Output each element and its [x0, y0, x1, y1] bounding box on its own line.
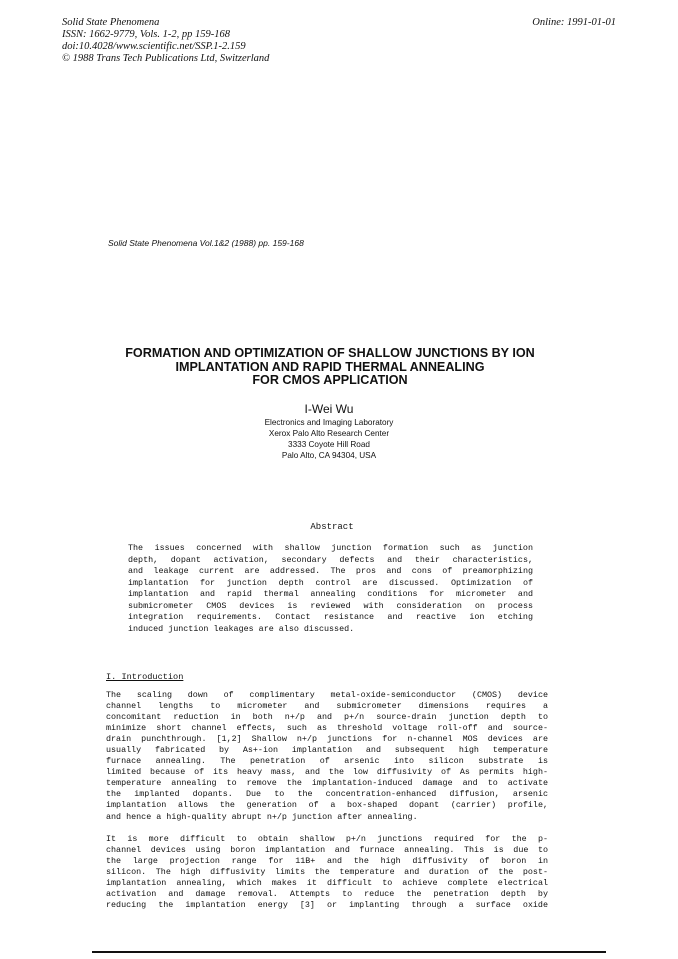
author-name: I-Wei Wu: [304, 402, 354, 416]
text-line: minimize short channel effects, such as threshold voltage roll-off and source-: [106, 723, 548, 734]
affiliation-line: Palo Alto, CA 94304, USA: [281, 451, 377, 460]
abstract-line: integration requirements. Contact resistance and reactive ion etching: [128, 612, 533, 622]
text-line: limited because of its heavy mass, and the low diffusivity of As permits high-: [106, 767, 548, 778]
text-line: implantation allows the generation of a box-shaped dopant (carrier) profile,: [106, 800, 548, 811]
abstract-line: depth, dopant activation, secondary defects and their characteristics,: [128, 554, 533, 565]
body-paragraph: [106, 834, 548, 911]
doi-line: doi:10.4028/www.scientific.net/SSP.1-2.159: [62, 41, 246, 52]
text-line: channel devices using boron implantation and furnace annealing. This is due to: [106, 845, 548, 856]
publication-info: [62, 17, 269, 65]
title-line: FOR CMOS APPLICATION: [252, 373, 408, 387]
text-line: implantation annealing, which makes it difficult to achieve complete electrical: [106, 878, 548, 889]
abstract-line: induced junction leakages are also discussed.: [128, 623, 355, 634]
text-line: reducing the implantation energy [3] or implanting through a surface oxide: [106, 900, 548, 911]
issn-line: ISSN: 1662-9779, Vols. 1-2, pp 159-168: [62, 29, 230, 40]
text-line: It is more difficult to obtain shallow p+/n junctions required for the p-: [106, 834, 548, 844]
affiliation-line: 3333 Coyote Hill Road: [288, 440, 370, 449]
online-date: Online: 1991-01-01: [532, 17, 616, 28]
journal-name: Solid State Phenomena: [62, 17, 160, 28]
abstract-body: [128, 543, 533, 635]
text-line: channel lengths to micrometer and submicrometer dimensions requires a: [106, 701, 548, 712]
abstract-line: implantation for junction depth control are discussed. Optimization of: [128, 577, 533, 588]
text-line: and hence a high-quality abrupt n+/p junction after annealing.: [106, 811, 418, 822]
journal-reference: Solid State Phenomena Vol.1&2 (1988) pp. 159-168: [108, 238, 304, 248]
author-affiliation: [0, 417, 658, 461]
text-line: temperature annealing to remove the implantation-induced damage and to activate: [106, 778, 548, 789]
text-line: The scaling down of complimentary metal-oxide-semiconductor (CMOS) device: [106, 690, 548, 700]
abstract-line: implantation and rapid thermal annealing conditions for micrometer and: [128, 589, 533, 599]
abstract-line: submicrometer CMOS devices is reviewed with consideration on process: [128, 600, 533, 611]
copyright-line: © 1988 Trans Tech Publications Ltd, Switzerland: [62, 53, 270, 64]
text-line: silicon. The high diffusivity limits the temperature and duration of the post-: [106, 867, 548, 878]
text-line: furnace annealing. The penetration of arsenic into silicon substrate is: [106, 756, 548, 767]
affiliation-line: Xerox Palo Alto Research Center: [268, 429, 390, 438]
title-line: IMPLANTATION AND RAPID THERMAL ANNEALING: [175, 359, 485, 374]
footer-rule: [92, 951, 606, 953]
section-heading: I. Introduction: [106, 672, 184, 682]
text-line: the large projection range for 11B+ and the high diffusivity of boron in: [106, 856, 548, 867]
title-line: FORMATION AND OPTIMIZATION OF SHALLOW JUNCTIONS BY ION: [125, 346, 535, 360]
text-line: activation and damage removal. Attempts to reduce the penetration depth by: [106, 889, 548, 900]
body-paragraph: [106, 690, 548, 823]
text-line: the implanted dopants. Due to the concentration-enhanced diffusion, arsenic: [106, 789, 548, 800]
paper-title: [100, 347, 560, 388]
abstract-heading: Abstract: [310, 522, 354, 532]
text-line: drain punchthrough. [1,2] Shallow n+/p junctions for n-channel MOS devices are: [106, 734, 548, 745]
abstract-line: The issues concerned with shallow junction formation such as junction: [128, 543, 533, 553]
text-line: usually fabricated by As+-ion implantation and subsequent high temperature: [106, 745, 548, 756]
abstract-line: and leakage current are addressed. The pros and cons of preamorphizing: [128, 566, 533, 576]
text-line: concomitant reduction in both n+/p and p+/n source-drain junction depth to: [106, 712, 548, 723]
affiliation-line: Electronics and Imaging Laboratory: [264, 418, 394, 427]
